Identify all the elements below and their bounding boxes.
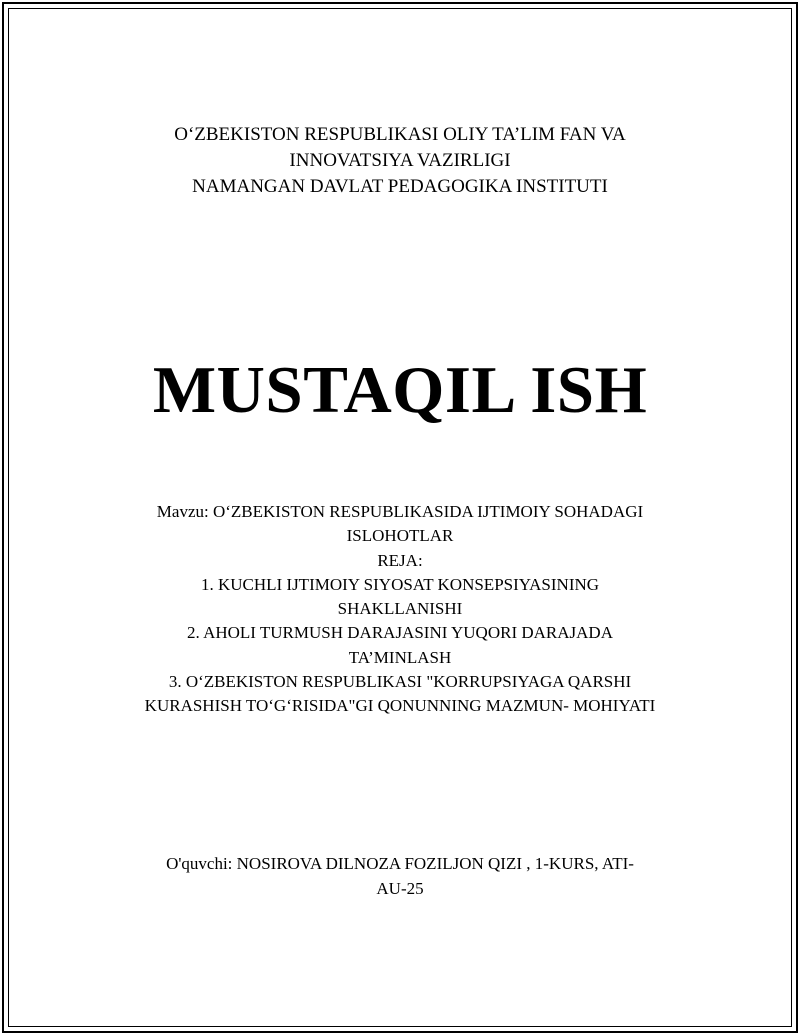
plan-item-2-line-2: TA’MINLASH: [348, 647, 452, 667]
ministry-line-2: INNOVATSIYA VAZIRLIGI: [289, 150, 511, 171]
plan-item-3-line-2: KURASHISH TO‘G‘RISIDA"GI QONUNNING MAZMUN- MOHIYATI: [144, 696, 656, 716]
institute-name: NAMANGAN DAVLAT PEDAGOGIKA INSTITUTI: [192, 176, 608, 197]
topic-line-2: ISLOHOTLAR: [346, 526, 454, 546]
student-line-1: O'quvchi: NOSIROVA DILNOZA FOZILJON QIZI , 1-KURS, ATI-: [166, 854, 634, 873]
student-line-2: AU-25: [376, 878, 424, 898]
plan-item-1-line-2: SHAKLLANISHI: [337, 599, 463, 619]
document-title: MUSTAQIL ISH: [152, 353, 648, 427]
topic-section: [0, 500, 800, 719]
plan-heading: REJA:: [377, 550, 423, 570]
plan-item-2-line-1: 2. AHOLI TURMUSH DARAJASINI YUQORI DARAJADA: [187, 623, 613, 643]
ministry-header: [0, 122, 800, 200]
plan-item-1-line-1: 1. KUCHLI IJTIMOIY SIYOSAT KONSEPSIYASINING: [200, 574, 600, 594]
topic-line-1: Mavzu: O‘ZBEKISTON RESPUBLIKASIDA IJTIMOIY SOHADAGI: [156, 502, 644, 521]
student-info: [0, 852, 800, 901]
plan-item-3-line-1: 3. O‘ZBEKISTON RESPUBLIKASI "KORRUPSIYAGA QARSHI: [168, 672, 632, 692]
ministry-line-1: O‘ZBEKISTON RESPUBLIKASI OLIY TA’LIM FAN VA: [174, 124, 626, 145]
